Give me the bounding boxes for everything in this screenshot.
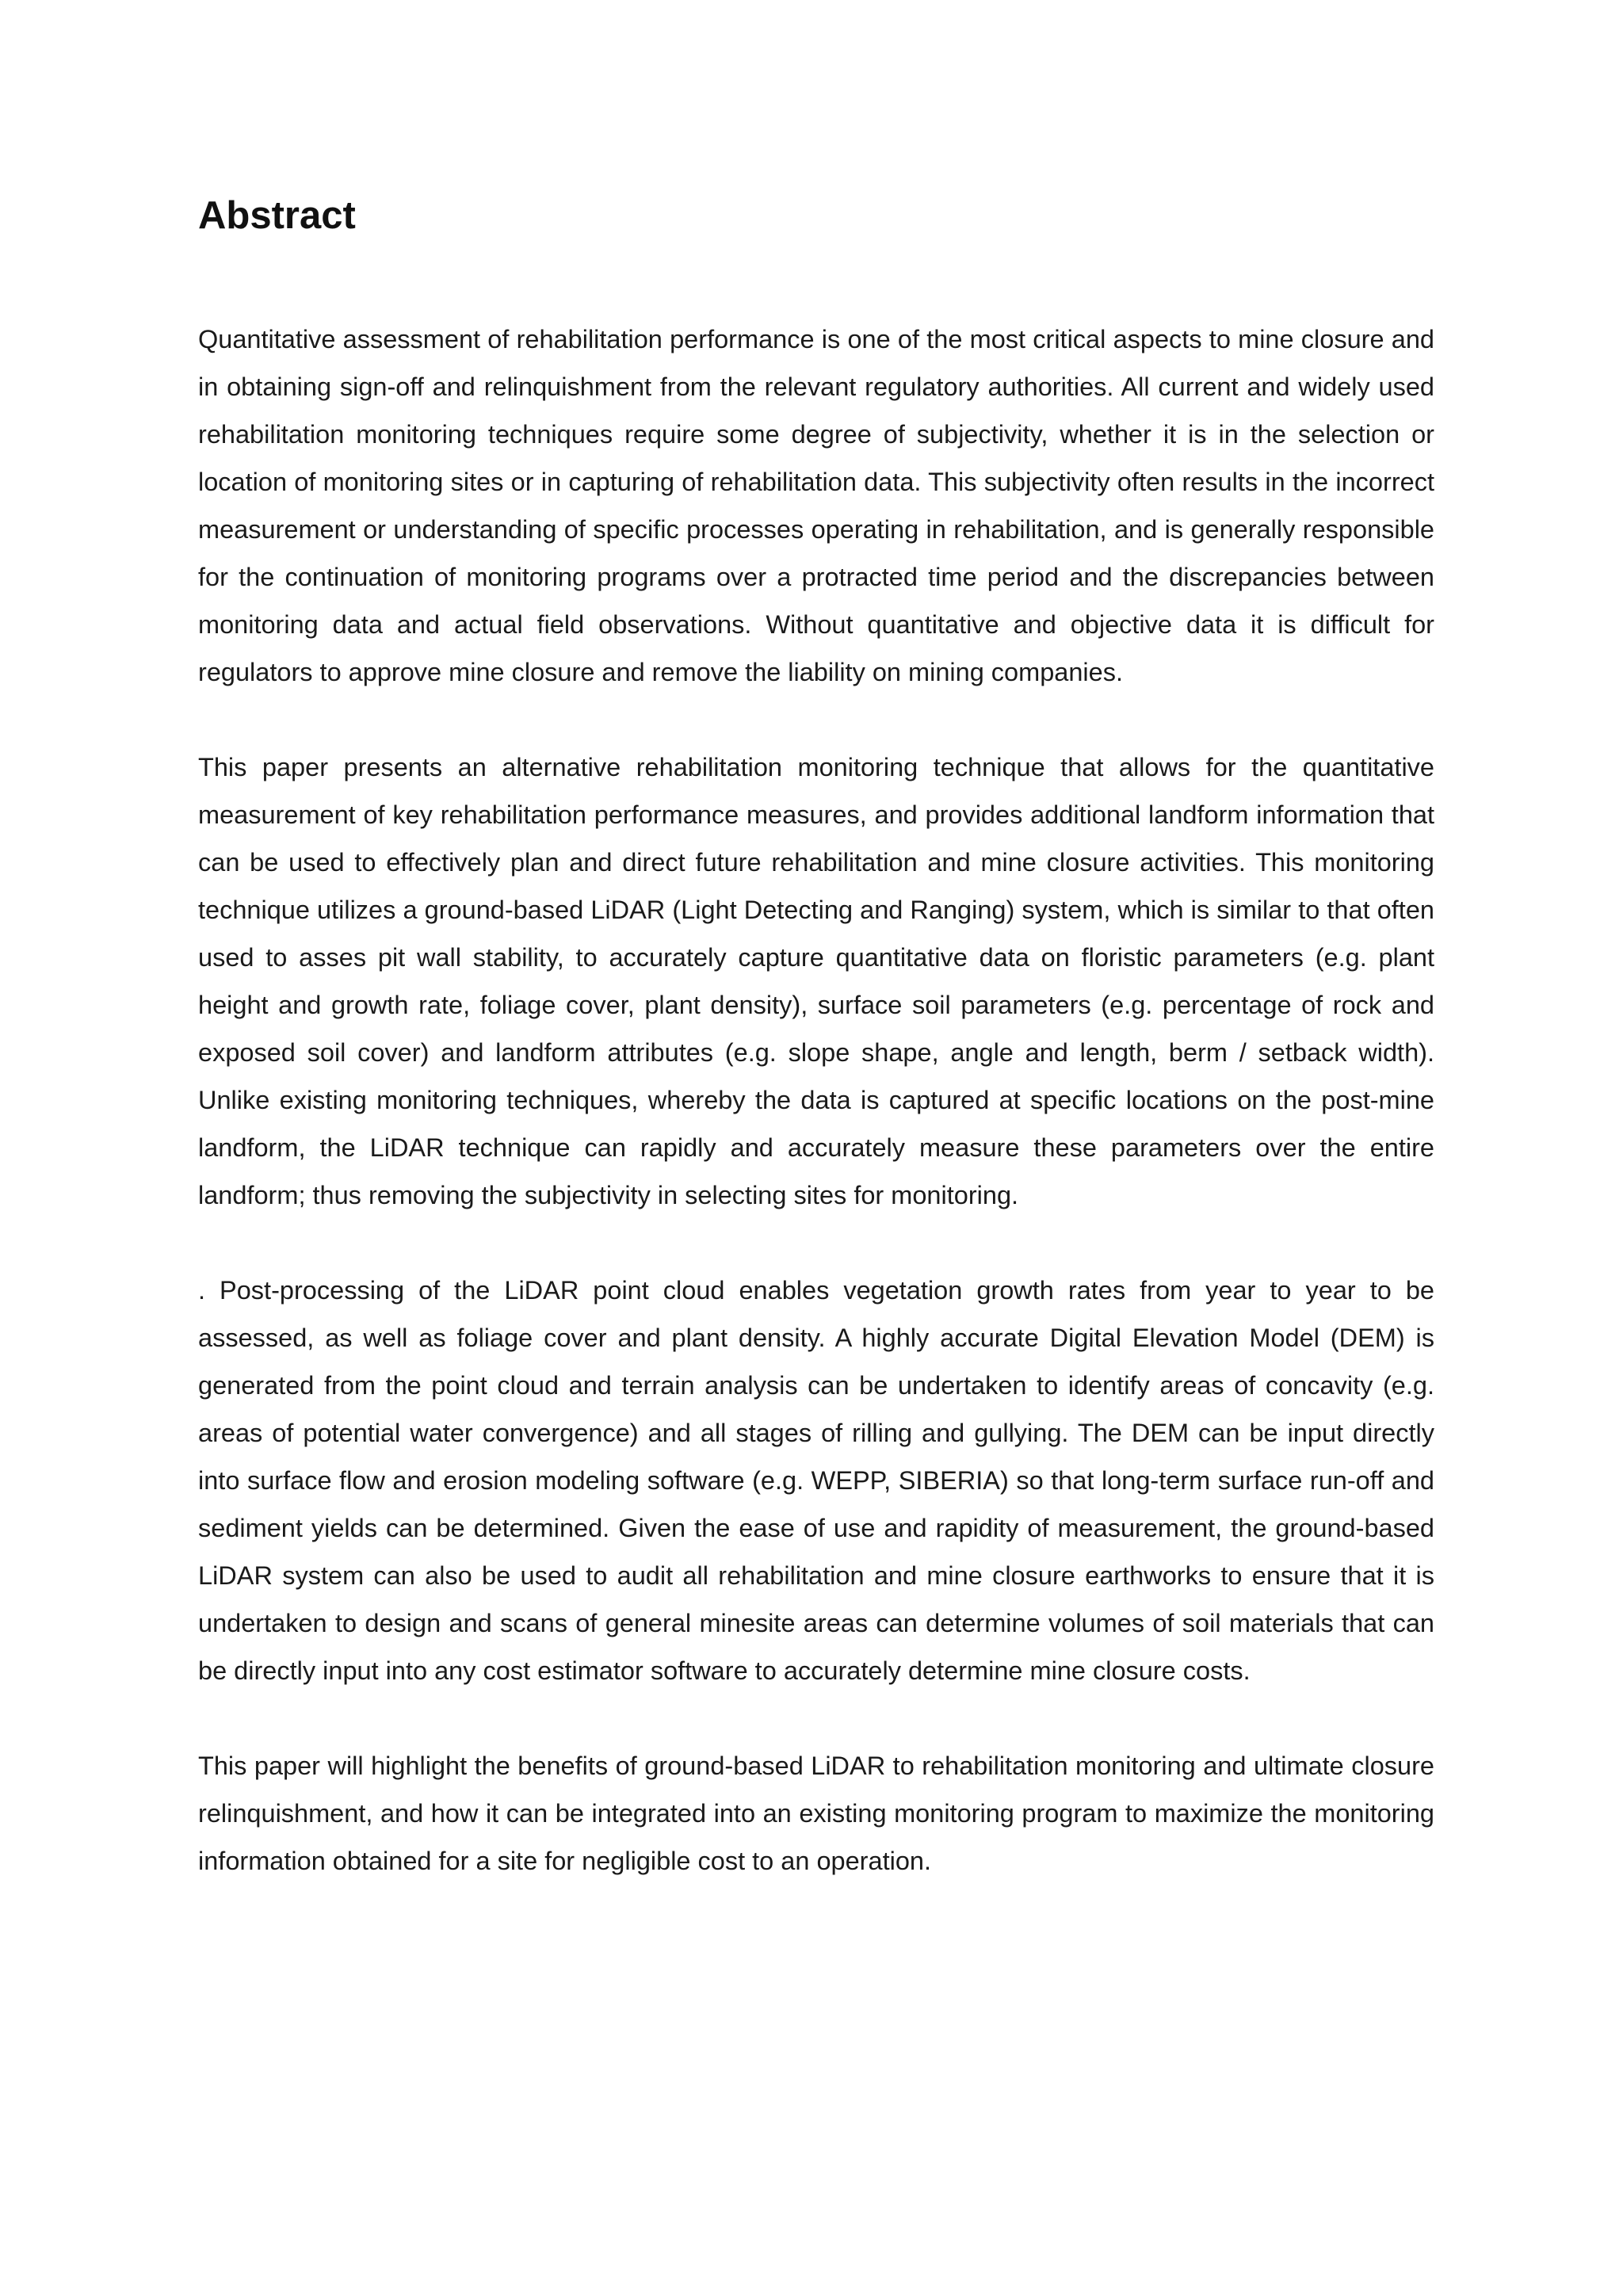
abstract-paragraph-2: This paper presents an alternative rehabilitation monitoring technique that allows for the quantitative measurement of key rehabilitation performance measures, and provides additional landform information that can be used to effectively plan and direct future rehabilitation and mine closure activities. This monitoring technique utilizes a ground-based LiDAR (Light Detecting and Ranging) system, which is similar to that often used to asses pit wall stability, to accurately capture quantitative data on floristic parameters (e.g. plant height and growth rate, foliage cover, plant density), surface soil parameters (e.g. percentage of rock and exposed soil cover) and landform attributes (e.g. slope shape, angle and length, berm / setback width). Unlike existing monitoring techniques, whereby the data is captured at specific locations on the post-mine landform, the LiDAR technique can rapidly and accurately measure these parameters over the entire landform; thus removing the subjectivity in selecting sites for monitoring. bbox=[198, 753, 1434, 1209]
document-body bbox=[198, 190, 1434, 1885]
abstract-paragraph-4: This paper will highlight the benefits of ground-based LiDAR to rehabilitation monitoring and ultimate closure relinquishment, and how it can be integrated into an existing monitoring program to maximize the monitoring information obtained for a site for negligible cost to an operation. bbox=[198, 1752, 1434, 1875]
abstract-paragraph-3: . Post-processing of the LiDAR point cloud enables vegetation growth rates from year to year to be assessed, as well as foliage cover and plant density. A highly accurate Digital Elevation Model (DEM) is generated from the point cloud and terrain analysis can be undertaken to identify areas of concavity (e.g. areas of potential water convergence) and all stages of rilling and gullying. The DEM can be input directly into surface flow and erosion modeling software (e.g. WEPP, SIBERIA) so that long-term surface run-off and sediment yields can be determined. Given the ease of use and rapidity of measurement, the ground-based LiDAR system can also be used to audit all rehabilitation and mine closure earthworks to ensure that it is undertaken to design and scans of general minesite areas can determine volumes of soil materials that can be directly input into any cost estimator software to accurately determine mine closure costs. bbox=[198, 1276, 1434, 1685]
abstract-paragraph-1: Quantitative assessment of rehabilitation performance is one of the most critical aspects to mine closure and in obtaining sign-off and relinquishment from the relevant regulatory authorities. All current and widely used rehabilitation monitoring techniques require some degree of subjectivity, whether it is in the selection or location of monitoring sites or in capturing of rehabilitation data. This subjectivity often results in the incorrect measurement or understanding of specific processes operating in rehabilitation, and is generally responsible for the continuation of monitoring programs over a protracted time period and the discrepancies between monitoring data and actual field observations. Without quantitative and objective data it is difficult for regulators to approve mine closure and remove the liability on mining companies. bbox=[198, 325, 1434, 686]
abstract-heading: Abstract bbox=[198, 194, 356, 237]
